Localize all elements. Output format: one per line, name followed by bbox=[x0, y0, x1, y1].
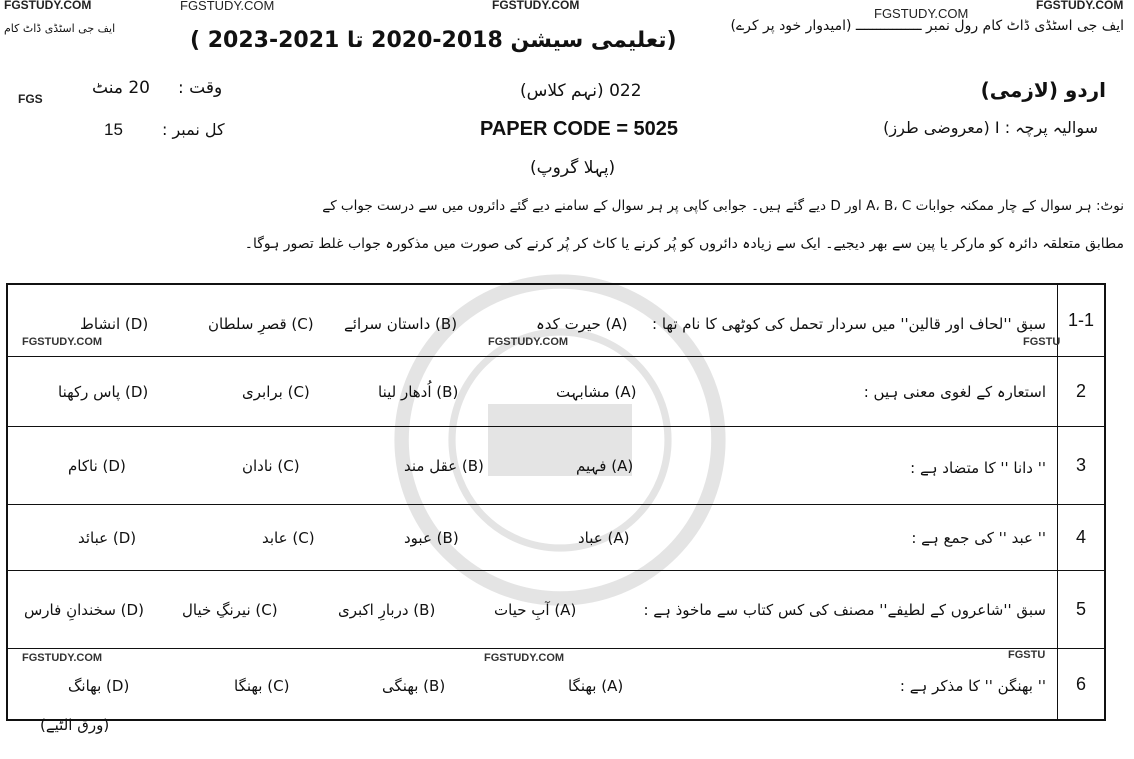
time-label: وقت : bbox=[178, 78, 223, 98]
question-number: 4 bbox=[1057, 505, 1104, 570]
watermark-right-top: FGSTUDY.COM bbox=[874, 6, 969, 21]
question-text: سبق ''لحاف اور قالین'' میں سردار تحمل کی کوٹھی کا نام تھا : bbox=[652, 315, 1046, 333]
option-a: (A) آبِ حیات bbox=[494, 601, 577, 619]
question-number: 5 bbox=[1057, 571, 1104, 648]
watermark-fgs: FGS bbox=[18, 92, 43, 106]
watermark-row1-center: FGSTUDY.COM bbox=[488, 336, 569, 348]
watermark-urdu-site: ایف جی اسٹڈی ڈاٹ کام bbox=[4, 22, 116, 35]
watermark-row6-right: FGSTU bbox=[1008, 649, 1046, 661]
subject-title: اردو (لازمی) bbox=[980, 78, 1106, 102]
roll-number-line: ایف جی اسٹڈی ڈاٹ کام رول نمبر ــــــــــــــــ (امیدوار خود پر کرے) bbox=[730, 18, 1124, 34]
question-number: 1-1 bbox=[1057, 285, 1104, 356]
question-row-5 bbox=[8, 571, 1104, 649]
group-label: (پہلا گروپ) bbox=[530, 158, 616, 178]
option-b: (B) اُدھار لینا bbox=[378, 383, 459, 401]
total-marks-label: کل نمبر : bbox=[162, 120, 225, 139]
question-row-3 bbox=[8, 427, 1104, 505]
question-text: سبق ''شاعروں کے لطیفے'' مصنف کی کس کتاب سے ماخوذ ہے : bbox=[643, 601, 1046, 619]
option-c: (C) قصرِ سلطان bbox=[208, 315, 314, 333]
time-value: 20 منٹ bbox=[92, 78, 150, 98]
option-b: (B) دربارِ اکبری bbox=[338, 601, 436, 619]
option-b: (B) داستان سرائے bbox=[344, 315, 458, 333]
note-line-2: مطابق متعلقہ دائرہ کو مارکر یا پین سے بھر دیجیے۔ ایک سے زیادہ دائروں کو پُر کرنے یا کاٹ کر پُر کرنے کی صورت میں مذکورہ جواب غلط تصور ہوگا۔ bbox=[244, 236, 1124, 252]
option-c: (C) نیرنگِ خیال bbox=[182, 601, 278, 619]
session-years: (تعلیمی سیشن 2018-2020 تا 2021-2023 ) bbox=[190, 28, 677, 53]
watermark-top-left-2: FGSTUDY.COM bbox=[180, 0, 275, 13]
watermark-top-right: FGSTUDY.COM bbox=[1036, 0, 1124, 12]
class-code: 022 (نہم کلاس) bbox=[520, 81, 642, 101]
mcq-table bbox=[6, 283, 1106, 721]
watermark-top-center: FGSTUDY.COM bbox=[492, 0, 580, 12]
paper-label: سوالیہ پرچہ : I (معروضی طرز) bbox=[883, 118, 1098, 137]
total-marks-value: 15 bbox=[104, 120, 123, 139]
watermark-row6-center: FGSTUDY.COM bbox=[484, 652, 565, 664]
option-d: (D) بھانگ bbox=[68, 677, 130, 695]
option-b: (B) عقل مند bbox=[404, 457, 484, 475]
option-c: (C) نادان bbox=[242, 457, 300, 475]
option-a: (A) عباد bbox=[578, 529, 630, 547]
option-d: (D) ناکام bbox=[68, 457, 126, 475]
watermark-row1-left: FGSTUDY.COM bbox=[22, 336, 103, 348]
note-line-1: نوٹ: ہر سوال کے چار ممکنہ جوابات A، B، C اور D دیے گئے ہیں۔ جوابی کاپی پر ہر سوال کے سامنے دیے گئے دائروں میں سے درست جواب کے bbox=[322, 198, 1124, 214]
question-text: '' عبد '' کی جمع ہے : bbox=[911, 529, 1046, 547]
option-a: (A) بھنگا bbox=[568, 677, 624, 695]
question-number: 2 bbox=[1057, 357, 1104, 426]
question-row-1 bbox=[8, 285, 1104, 357]
option-c: (C) بھنگا bbox=[234, 677, 290, 695]
option-b: (B) بھنگی bbox=[382, 677, 446, 695]
question-text: '' دانا '' کا متضاد ہے : bbox=[910, 459, 1046, 477]
question-text: '' بھنگن '' کا مذکر ہے : bbox=[899, 677, 1046, 695]
question-row-2 bbox=[8, 357, 1104, 427]
paper-code: PAPER CODE = 5025 bbox=[480, 118, 679, 140]
question-row-6 bbox=[8, 649, 1104, 719]
question-text: استعارہ کے لغوی معنی ہیں : bbox=[863, 383, 1046, 401]
turn-over-note: (ورق الٹیے) bbox=[40, 716, 110, 734]
option-b: (B) عبود bbox=[404, 529, 459, 547]
question-number: 3 bbox=[1057, 427, 1104, 504]
option-a: (A) مشابہت bbox=[556, 383, 637, 401]
question-number: 6 bbox=[1057, 649, 1104, 719]
option-a: (A) حیرت کدہ bbox=[536, 315, 628, 333]
watermark-top-left: FGSTUDY.COM bbox=[4, 0, 92, 12]
option-d: (D) عبائد bbox=[78, 529, 137, 547]
option-d: (D) انشاط bbox=[80, 315, 149, 333]
option-a: (A) فہیم bbox=[576, 457, 634, 475]
option-c: (C) عابد bbox=[262, 529, 315, 547]
option-c: (C) برابری bbox=[242, 383, 310, 401]
watermark-row6-left: FGSTUDY.COM bbox=[22, 652, 103, 664]
question-row-4 bbox=[8, 505, 1104, 571]
option-d: (D) سخندانِ فارس bbox=[24, 601, 144, 619]
option-d: (D) پاس رکھنا bbox=[58, 383, 149, 401]
watermark-row1-right: FGSTU bbox=[1023, 336, 1061, 348]
